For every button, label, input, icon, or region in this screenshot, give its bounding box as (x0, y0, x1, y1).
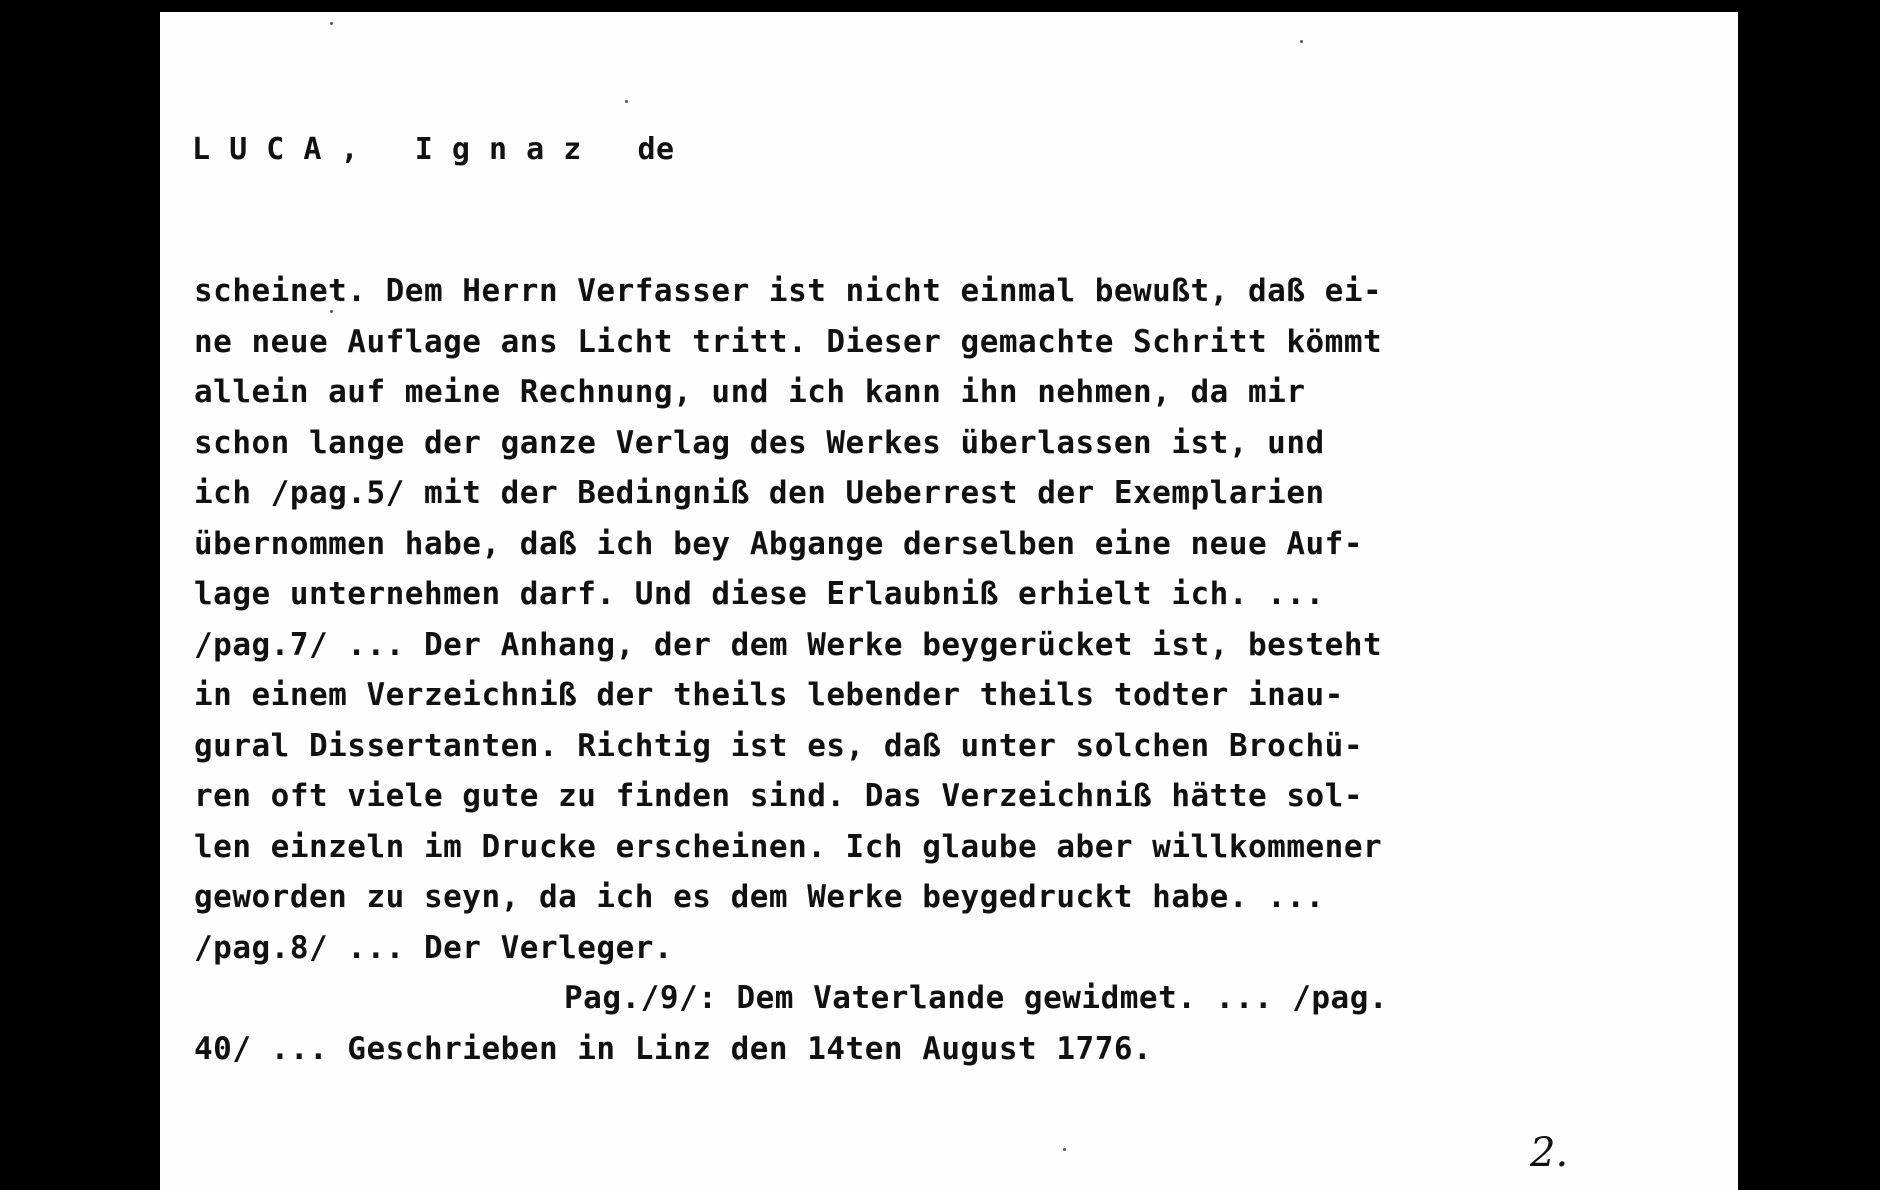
text-line: /pag.7/ ... Der Anhang, der dem Werke beygerücket ist, besteht (194, 626, 1383, 663)
handwritten-page-number: 2. (1530, 1130, 1569, 1176)
text-line: in einem Verzeichniß der theils lebender theils todter inau- (194, 677, 1344, 713)
text-line: ren oft viele gute zu finden sind. Das Verzeichniß hätte sol- (194, 778, 1363, 814)
text-line: len einzeln im Drucke erscheinen. Ich glaube aber willkommener (194, 828, 1383, 865)
card-body-text (194, 266, 1514, 1074)
text-line: 40/ ... Geschrieben in Linz den 14ten August 1776. (194, 1030, 1153, 1067)
scan-speck (1063, 1148, 1066, 1151)
text-line: schon lange der ganze Verlag des Werkes überlassen ist, und (194, 424, 1325, 461)
text-line: übernommen habe, daß ich bey Abgange derselben eine neue Auf- (194, 525, 1363, 562)
scan-speck (330, 22, 333, 25)
text-line: /pag.8/ ... Der Verleger. (194, 929, 674, 966)
scan-speck (330, 310, 333, 313)
text-line: gural Dissertanten. Richtig ist es, daß unter solchen Brochü- (194, 727, 1363, 764)
text-line: ich /pag.5/ mit der Bedingniß den Ueberrest der Exemplarien (194, 475, 1325, 511)
text-line: allein auf meine Rechnung, und ich kann ihn nehmen, da mir (194, 374, 1306, 410)
text-line: Pag./9/: Dem Vaterlande gewidmet. ... /pag. (564, 980, 1389, 1016)
text-line: scheinet. Dem Herrn Verfasser ist nicht einmal bewußt, daß ei- (194, 273, 1383, 309)
card-heading: L U C A , I g n a z de (192, 132, 675, 167)
scan-border (1738, 0, 1880, 1190)
scan-speck (625, 100, 628, 103)
text-line: ne neue Auflage ans Licht tritt. Dieser gemachte Schritt kömmt (194, 323, 1383, 360)
scan-speck (1300, 40, 1303, 43)
text-line: lage unternehmen darf. Und diese Erlaubniß erhielt ich. ... (194, 576, 1325, 612)
text-line: geworden zu seyn, da ich es dem Werke beygedruckt habe. ... (194, 879, 1325, 915)
